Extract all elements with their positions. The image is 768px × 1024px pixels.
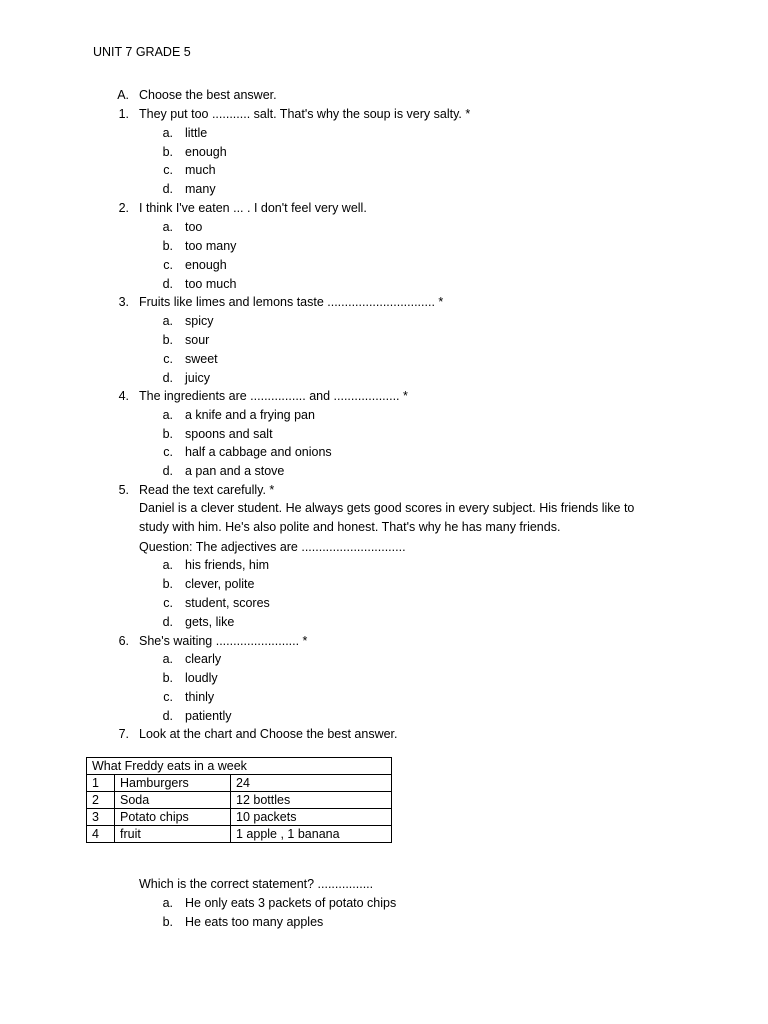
option-text: clever, polite [185,577,255,591]
option-text: too [185,220,203,234]
option-text: patiently [185,709,232,723]
section-letter: A. [117,88,129,102]
option-letter: a. [162,220,173,234]
option-letter: c. [163,352,173,366]
question-number: 7. [118,727,129,741]
option-letter: a. [162,408,173,422]
question-number: 4. [118,389,129,403]
question-number: 5. [118,483,129,497]
option-text: many [185,182,216,196]
reading-passage: Daniel is a clever student. He always gets good scores in every subject. His friends like to study with him. He's also polite and honest. That's why he has many friends. [139,501,635,534]
option-text: enough [185,145,227,159]
table-cell-amount: 12 bottles [231,792,392,809]
option-letter: a. [162,896,173,910]
option-letter: d. [162,615,173,629]
question-number: 3. [118,295,129,309]
option-letter: a. [162,126,173,140]
option-letter: b. [162,145,173,159]
option-letter: d. [162,709,173,723]
option-letter: d. [162,464,173,478]
question-5-prompt: Question: The adjectives are .............................. [139,540,406,554]
option-text: thinly [185,690,215,704]
option-text: sweet [185,352,218,366]
question-text: Look at the chart and Choose the best answer. [139,727,398,741]
option-letter: c. [163,596,173,610]
option-text: too much [185,277,237,291]
option-text: a pan and a stove [185,464,285,478]
question-number: 2. [118,201,129,215]
option-text: his friends, him [185,558,270,572]
option-text: too many [185,239,237,253]
option-letter: b. [162,577,173,591]
table-caption: What Freddy eats in a week [87,758,392,775]
option-text: half a cabbage and onions [185,445,332,459]
table-cell-number: 2 [87,792,115,809]
section-instruction: Choose the best answer. [139,88,277,102]
option-letter: d. [162,371,173,385]
worksheet-title: UNIT 7 GRADE 5 [93,45,191,59]
question-text: Fruits like limes and lemons taste ............................... * [139,295,444,309]
question-text: She's waiting ........................ * [139,634,308,648]
table-row [87,826,392,843]
option-text: enough [185,258,227,272]
option-letter: c. [163,445,173,459]
table-cell-item: Hamburgers [115,775,231,792]
option-letter: b. [162,239,173,253]
option-text: much [185,163,216,177]
table-cell-item: Soda [115,792,231,809]
option-letter: b. [162,427,173,441]
q7-prompt: Which is the correct statement? ................ [139,877,374,891]
option-text: student, scores [185,596,270,610]
table-row [87,792,392,809]
option-text: spoons and salt [185,427,273,441]
option-letter: b. [162,915,173,929]
table-cell-number: 3 [87,809,115,826]
table-cell-amount: 1 apple , 1 banana [231,826,392,843]
question-text: The ingredients are ................ and ................... * [139,389,408,403]
option-text: sour [185,333,210,347]
table-cell-amount: 24 [231,775,392,792]
option-letter: a. [162,558,173,572]
question-text: They put too ........... salt. That's why the soup is very salty. * [139,107,471,121]
table-caption-row [87,758,392,775]
question-number: 6. [118,634,129,648]
option-text: little [185,126,208,140]
question-text: Read the text carefully. * [139,483,275,497]
option-letter: a. [162,652,173,666]
option-text: a knife and a frying pan [185,408,315,422]
table-cell-number: 4 [87,826,115,843]
question-text: I think I've eaten ... . I don't feel very well. [139,201,367,215]
option-letter: c. [163,163,173,177]
food-table [86,757,392,843]
option-text: juicy [185,371,211,385]
option-letter: d. [162,182,173,196]
table-cell-number: 1 [87,775,115,792]
option-text: clearly [185,652,222,666]
option-text: gets, like [185,615,235,629]
option-letter: c. [163,690,173,704]
table-cell-item: fruit [115,826,231,843]
option-letter: a. [162,314,173,328]
option-letter: b. [162,671,173,685]
option-text: He only eats 3 packets of potato chips [185,896,397,910]
question-number: 1. [118,107,129,121]
option-text: spicy [185,314,214,328]
table-cell-amount: 10 packets [231,809,392,826]
table-row [87,809,392,826]
option-text: He eats too many apples [185,915,324,929]
table-row [87,775,392,792]
option-letter: d. [162,277,173,291]
table-cell-item: Potato chips [115,809,231,826]
option-letter: b. [162,333,173,347]
option-letter: c. [163,258,173,272]
option-text: loudly [185,671,218,685]
